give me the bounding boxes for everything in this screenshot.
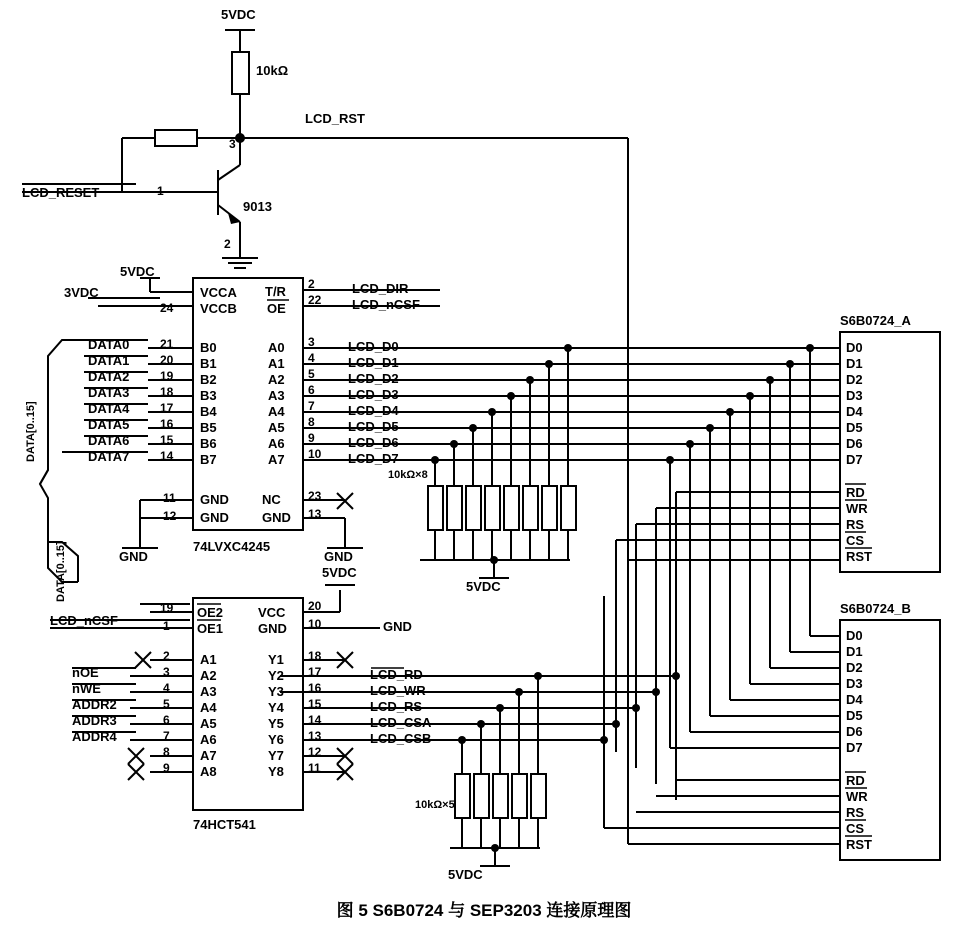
net-addr2: ADDR2 [72,697,117,712]
u2-pin-num-19: 19 [160,601,174,615]
u2-pin-y1: Y1 [268,652,284,667]
net-data3: DATA3 [88,385,130,400]
u2-pin-num-7: 7 [163,729,170,743]
u2-pin-num-6: 6 [163,713,170,727]
chip-u1-name: 74LVXC4245 [193,539,271,554]
u2-pin-a4: A4 [200,700,217,715]
u1-pin-num-14: 14 [160,449,174,463]
u2-pin-num-11: 11 [308,761,321,775]
net-lcd-rd: LCD_RD [370,667,423,682]
lcd-b-pin-rd: RD [846,773,865,788]
lcd-a-pin-d5: D5 [846,420,863,435]
label-data-bus-bottom: DATA[0..15] [55,541,67,602]
u1-pin-num-7: 7 [308,399,315,413]
u1-pin-gnd-13: GND [262,510,291,525]
pin-number-3: 3 [229,137,236,151]
lcd-b-pin-d0: D0 [846,628,863,643]
u2-pin-a5: A5 [200,716,217,731]
u2-pin-num-12: 12 [308,745,322,759]
label-data-bus-top: DATA[0..15] [25,401,37,462]
pin-number-2: 2 [224,237,231,251]
label-lcd-reset-net: LCD_RESET [22,185,100,200]
u1-pin-num-16: 16 [160,417,174,431]
net-lcd-d4: LCD_D4 [348,403,399,418]
u1-pin-gnd-11: GND [200,492,229,507]
u1-pin-num-6: 6 [308,383,315,397]
net-data5: DATA5 [88,417,130,432]
u1-pin-vccb: VCCB [200,301,237,316]
net-lcd-d6: LCD_D6 [348,435,399,450]
label-gnd-u2: GND [383,619,412,634]
pin-number-2b: 2 [308,277,315,291]
net-lcd-d0: LCD_D0 [348,339,399,354]
u2-pin-a6: A6 [200,732,217,747]
u1-pin-a3: A3 [268,388,285,403]
u2-pin-a3: A3 [200,684,217,699]
lcd-b-pin-rst: RST [846,837,872,852]
label-res8-vcc: 5VDC [466,579,501,594]
u2-pin-num-18: 18 [308,649,322,663]
figure-caption: 图 5 S6B0724 与 SEP3203 连接原理图 [336,901,632,920]
pin-number-1: 1 [157,184,164,198]
net-addr4: ADDR4 [72,729,117,744]
lcd-a-pin-d4: D4 [846,404,863,419]
u2-pin-y2: Y2 [268,668,284,683]
chip-lcd-a-name: S6B0724_A [840,313,911,328]
net-data7: DATA7 [88,449,130,464]
lcd-a-pin-wr: WR [846,501,868,516]
u2-pin-num-20: 20 [308,599,322,613]
lcd-a-pin-cs: CS [846,533,865,548]
u2-pin-y8: Y8 [268,764,284,779]
lcd-b-pin-d4: D4 [846,692,863,707]
u1-pin-num-3: 3 [308,335,315,349]
chip-lcd-b-name: S6B0724_B [840,601,911,616]
u2-pin-num-13: 13 [308,729,322,743]
label-lcd-rst-net: LCD_RST [305,111,365,126]
u1-pin-a2: A2 [268,372,285,387]
lcd-a-pin-d0: D0 [846,340,863,355]
lcd-b-pin-rs: RS [846,805,865,820]
u2-pin-num-1: 1 [163,619,170,633]
net-data6: DATA6 [88,433,130,448]
u1-pin-num-5: 5 [308,367,315,381]
u2-pin-num-10: 10 [308,617,322,631]
u1-pin-vcca: VCCA [200,285,237,300]
u1-pin-num-4: 4 [308,351,315,365]
lcd-a-pin-d6: D6 [846,436,863,451]
lcd-a-pin-rst: RST [846,549,872,564]
u1-pin-a5: A5 [268,420,285,435]
net-noe: nOE [72,665,99,680]
u2-pin-a1: A1 [200,652,217,667]
lcd-b-pin-d7: D7 [846,740,863,755]
u2-pin-num-14: 14 [308,713,322,727]
u1-pin-gnd-12: GND [200,510,229,525]
lcd-b-pin-d3: D3 [846,676,863,691]
u1-pin-a1: A1 [268,356,285,371]
lcd-a-pin-d1: D1 [846,356,863,371]
lcd-a-pin-rd: RD [846,485,865,500]
net-data1: DATA1 [88,353,130,368]
u2-pin-num-2: 2 [163,649,170,663]
lcd-b-pin-cs: CS [846,821,865,836]
u2-pin-num-4: 4 [163,681,170,695]
u2-pin-oe2: OE2 [197,605,224,620]
u1-pin-num-10: 10 [308,447,322,461]
label-vcc-3v3: 3VDC [64,285,99,300]
label-res5-vcc: 5VDC [448,867,483,882]
lcd-a-pin-rs: RS [846,517,865,532]
pin-number-22: 22 [308,293,322,307]
u1-pin-num-20: 20 [160,353,174,367]
u2-pin-num-16: 16 [308,681,322,695]
label-transistor: 9013 [243,199,272,214]
pin-number-24: 24 [160,301,174,315]
lcd-a-pin-d3: D3 [846,388,863,403]
u2-pin-num-8: 8 [163,745,170,759]
u1-pin-num-21: 21 [160,337,174,351]
u1-pin-num-11: 11 [163,491,176,505]
u2-pin-y7: Y7 [268,748,284,763]
label-pullup-resistor: 10kΩ [256,63,289,78]
u1-pin-b0: B0 [200,340,217,355]
u1-pin-num-13: 13 [308,507,322,521]
net-lcd-dir: LCD_DIR [352,281,409,296]
u2-pin-num-17: 17 [308,665,322,679]
net-data2: DATA2 [88,369,130,384]
u1-pin-num-19: 19 [160,369,174,383]
label-resistor-array-8: 10kΩ×8 [388,469,428,481]
net-lcd-csb: LCD_CSB [370,731,432,746]
net-lcd-d1: LCD_D1 [348,355,399,370]
net-lcd-d2: LCD_D2 [348,371,399,386]
net-data4: DATA4 [88,401,130,416]
u2-pin-num-9: 9 [163,761,170,775]
u2-pin-vcc: VCC [258,605,286,620]
u1-pin-b1: B1 [200,356,217,371]
lcd-b-pin-wr: WR [846,789,868,804]
u1-pin-oe: OE [267,301,286,316]
net-data0: DATA0 [88,337,130,352]
label-gnd-right: GND [324,549,353,564]
lcd-a-pin-d7: D7 [846,452,863,467]
u1-pin-num-8: 8 [308,415,315,429]
u1-pin-b6: B6 [200,436,217,451]
u1-pin-num-15: 15 [160,433,174,447]
u1-pin-b2: B2 [200,372,217,387]
u1-pin-nc: NC [262,492,281,507]
lcd-a-pin-d2: D2 [846,372,863,387]
u2-pin-a7: A7 [200,748,217,763]
u1-pin-num-12: 12 [163,509,177,523]
u1-pin-num-18: 18 [160,385,174,399]
u2-pin-a8: A8 [200,764,217,779]
u2-pin-num-15: 15 [308,697,322,711]
net-lcd-d3: LCD_D3 [348,387,399,402]
lcd-b-pin-d5: D5 [846,708,863,723]
u2-pin-gnd: GND [258,621,287,636]
u2-pin-a2: A2 [200,668,217,683]
u1-pin-b4: B4 [200,404,217,419]
u1-pin-a6: A6 [268,436,285,451]
u2-pin-num-3: 3 [163,665,170,679]
u2-pin-y4: Y4 [268,700,284,715]
net-lcd-wr: LCD_WR [370,683,426,698]
chip-u2-name: 74HCT541 [193,817,256,832]
label-resistor-array-5: 10kΩ×5 [415,799,455,811]
u1-pin-b5: B5 [200,420,217,435]
u2-pin-y5: Y5 [268,716,284,731]
net-lcd-ncsf-top: LCD_nCSF [352,297,420,312]
label-gnd-left: GND [119,549,148,564]
u2-pin-y3: Y3 [268,684,284,699]
label-u2-vcc: 5VDC [322,565,357,580]
u1-pin-a4: A4 [268,404,285,419]
net-lcd-d7: LCD_D7 [348,451,399,466]
lcd-b-pin-d6: D6 [846,724,863,739]
net-lcd-ncsf-u2: LCD_nCSF [50,613,118,628]
u2-pin-y6: Y6 [268,732,284,747]
u1-pin-num-23: 23 [308,489,322,503]
label-vcc-top: 5VDC [221,7,256,22]
u2-pin-oe1: OE1 [197,621,224,636]
net-lcd-csa: LCD_CSA [370,715,432,730]
net-nwe: nWE [72,681,101,696]
u1-pin-num-9: 9 [308,431,315,445]
net-lcd-d5: LCD_D5 [348,419,399,434]
u1-pin-tr: T/R [265,284,286,299]
u1-pin-num-17: 17 [160,401,174,415]
lcd-b-pin-d2: D2 [846,660,863,675]
u2-pin-num-5: 5 [163,697,170,711]
lcd-b-pin-d1: D1 [846,644,863,659]
u1-pin-b3: B3 [200,388,217,403]
net-lcd-rs: LCD_RS [370,699,423,714]
label-vcc-u1: 5VDC [120,264,155,279]
u1-pin-b7: B7 [200,452,217,467]
u1-pin-a0: A0 [268,340,285,355]
u1-pin-a7: A7 [268,452,285,467]
net-addr3: ADDR3 [72,713,117,728]
